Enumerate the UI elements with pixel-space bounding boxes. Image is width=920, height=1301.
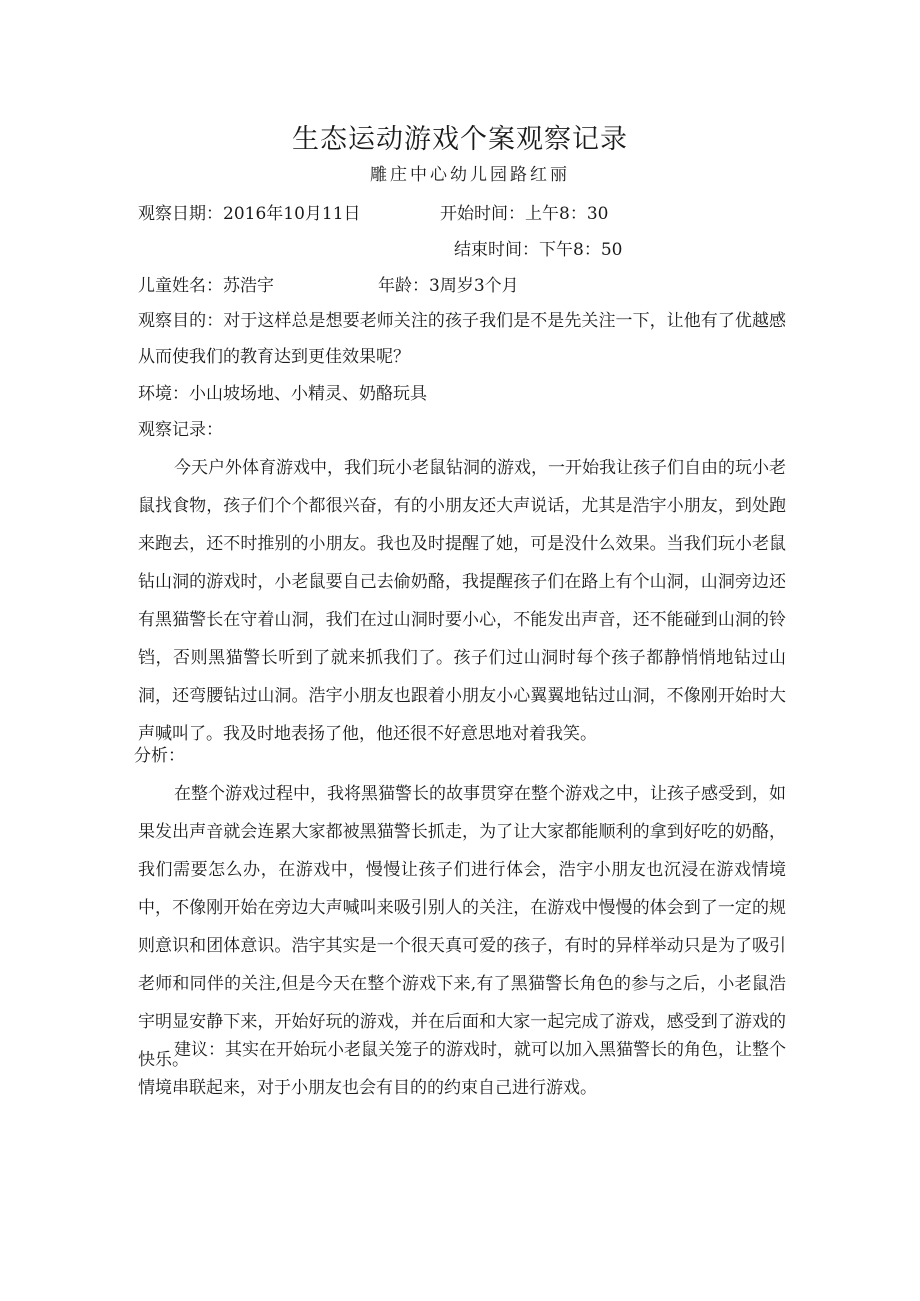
analysis-heading: 分析： — [134, 746, 185, 766]
environment: 环境：小山坡场地、小精灵、奶酪玩具 — [138, 384, 427, 404]
child-age: 年龄：3周岁3个月 — [378, 276, 519, 296]
record-paragraph: 今天户外体育游戏中，我们玩小老鼠钻洞的游戏，一开始我让孩子们自由的玩小老鼠找食物，孩子们个个都很兴奋，有的小朋友还大声说话，尤其是浩宇小朋友，到处跑来跑去，还不时推别的小朋友。我也及时提醒了她，可是没什么效果。当我们玩小老鼠钻山洞的游戏时，小老鼠要自己去偷奶酪，我提醒孩子们在路上有个山洞，山洞旁边还有黑猫警长在守着山洞，我们在过山洞时要小心，不能发出声音，还不能碰到山洞的铃铛，否则黑猫警长听到了就来抓我们了。孩子们过山洞时每个孩子都静悄悄地钻过山洞，还弯腰钻过山洞。浩宇小朋友也跟着小朋友小心翼翼地钻过山洞，不像刚开始时大声喊叫了。我及时地表扬了他，他还很不好意思地对着我笑。 — [138, 458, 786, 744]
end-time: 结束时间：下午8：50 — [454, 240, 623, 260]
child-name: 儿童姓名：苏浩宇 — [138, 276, 274, 296]
analysis-paragraph: 在整个游戏过程中，我将黑猫警长的故事贯穿在整个游戏之中，让孩子感受到，如果发出声音就会连累大家都被黑猫警长抓走，为了让大家都能顺利的拿到好吃的奶酪，我们需要怎么办，在游戏中，慢慢让孩子们进行体会，浩宇小朋友也沉浸在游戏情境中，不像刚开始在旁边大声喊叫来吸引别人的关注，在游戏中慢慢的体会到了一定的规则意识和团体意识。浩宇其实是一个很天真可爱的孩子，有时的异样举动只是为了吸引老师和同伴的关注,但是今天在整个游戏下来,有了黑猫警长角色的参与之后，小老鼠浩宇明显安静下来，开始好玩的游戏，并在后面和大家一起完成了游戏，感受到了游戏的快乐。 — [138, 784, 786, 1070]
observation-date: 观察日期：2016年10月11日 — [138, 204, 361, 224]
author-line: 雕庄中心幼儿园路红丽 — [370, 165, 570, 185]
start-time: 开始时间：上午8：30 — [440, 204, 609, 224]
suggestion-paragraph: 建议：其实在开始玩小老鼠关笼子的游戏时，就可以加入黑猫警长的角色，让整个情境串联起来，对于小朋友也会有目的的约束自己进行游戏。 — [138, 1040, 786, 1098]
observation-purpose: 观察目的：对于这样总是想要老师关注的孩子我们是不是先关注一下，让他有了优越感从而使我们的教育达到更佳效果呢？ — [138, 311, 786, 367]
record-heading: 观察记录： — [138, 420, 223, 440]
page-title: 生态运动游戏个案观察记录 — [292, 124, 628, 155]
